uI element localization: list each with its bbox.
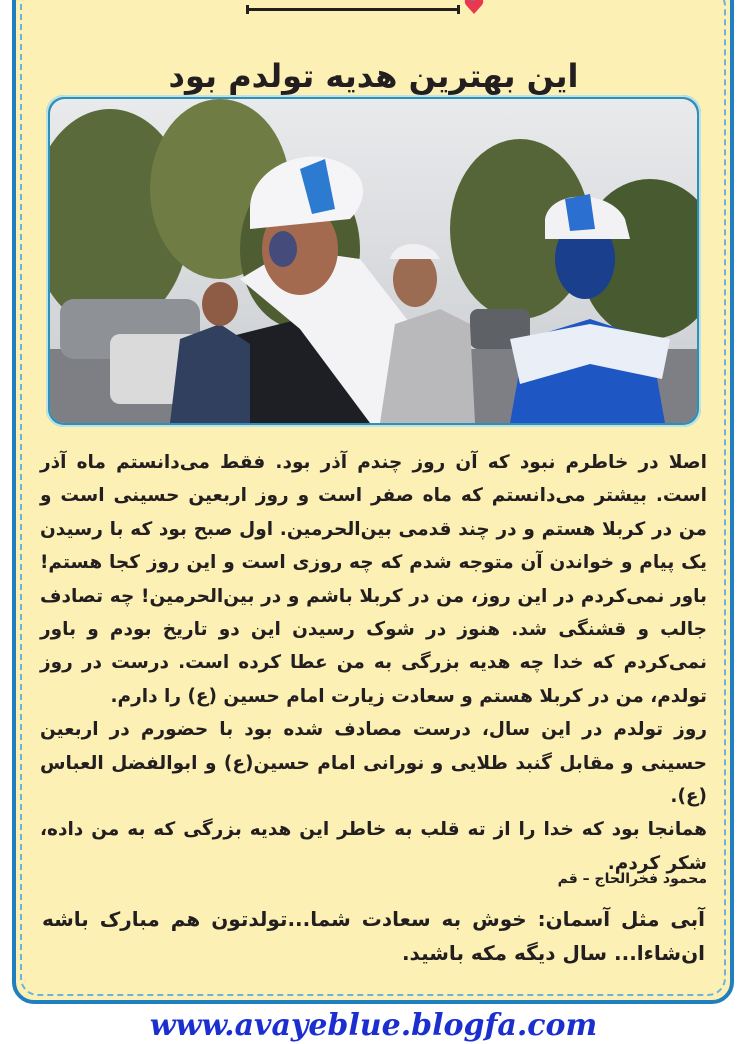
article-body — [40, 446, 707, 880]
editor-reply: آبی مثل آسمان: خوش به سعادت شما...تولدتون هم مبارک باشه ان‌شاءا... سال دیگه مکه باشید. — [42, 907, 705, 965]
heart-icon — [463, 0, 485, 16]
article-photo — [50, 99, 697, 423]
footer-url[interactable]: www.avayeblue.blogfa.com — [149, 1008, 598, 1043]
article-paragraph: روز تولدم در این سال، درست مصادف شده بود با حضورم در اربعین حسینی و مقابل گنبد طلایی و نورانی امام حسین(ع) و ابوالفضل العباس (ع). — [40, 719, 707, 808]
article-title: این بهترین هدیه تولدم بود — [168, 57, 579, 96]
top-divider — [246, 8, 460, 11]
article-paragraph: اصلا در خاطرم نبود که آن روز چندم آذر بود. فقط می‌دانستم ماه آذر است. بیشتر می‌دانستم که ماه صفر است و روز اربعین حسینی است و من در کربلا هستم و در چند قدمی بین‌الحرمین. اول صبح بود که با رسیدن یک پیام و خواندن آن متوجه شدم که چه روزی است و این روز کجا هستم! باور نمی‌کردم در این روز، من در کربلا باشم و در بین‌الحرمین! چه تصادف جالب و قشنگی شد. هنوز در شوک رسیدن این دو تاریخ بودم و باور نمی‌کردم که خدا چه هدیه بزرگی به من عطا کرده است. درست در روز تولدم، من در کربلا هستم و سعادت زیارت امام حسین (ع) را دارم. — [40, 452, 707, 707]
author-signature: محمود فخرالحاج – قم — [557, 871, 707, 887]
article-paragraph: همانجا بود که خدا را از ته قلب به خاطر این هدیه بزرگی که به من داده، شکر کردم. — [40, 819, 707, 874]
photo-frame — [46, 95, 701, 427]
